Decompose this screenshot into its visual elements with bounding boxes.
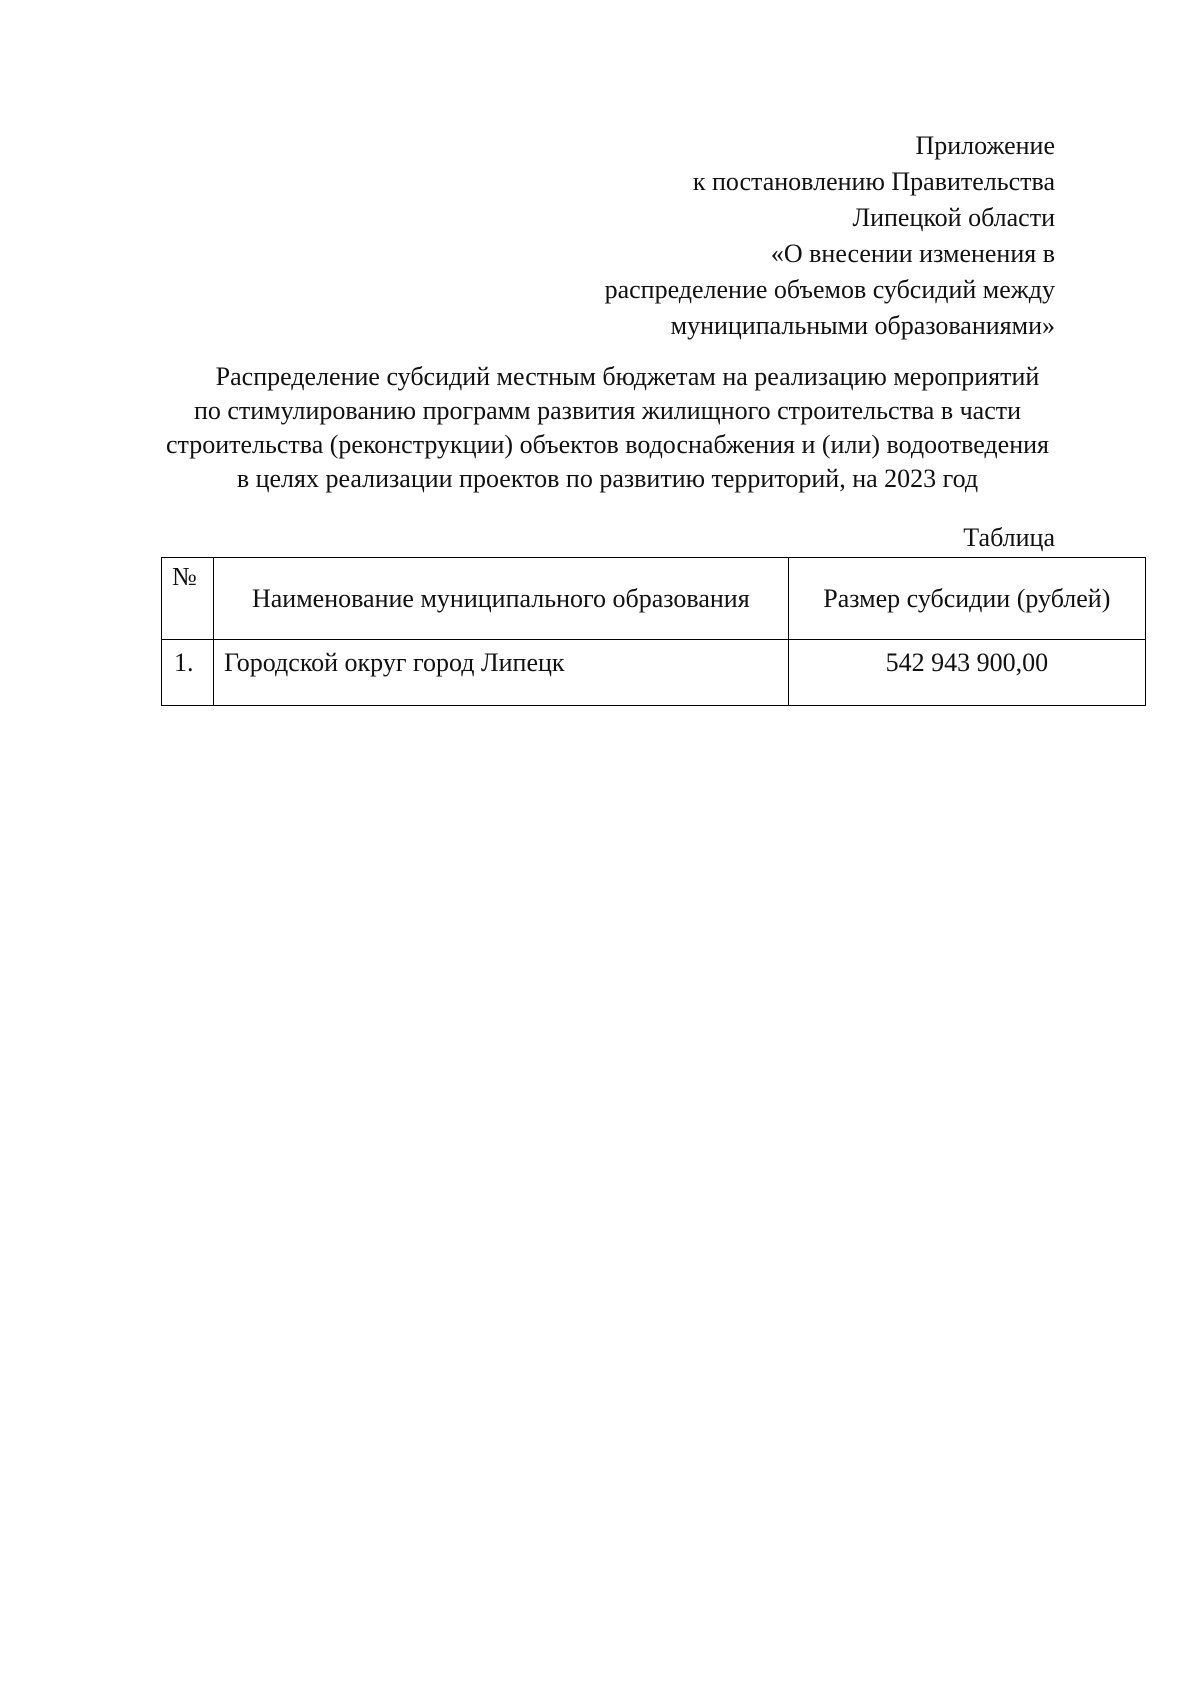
header-cell-subsidy-amount: Размер субсидии (рублей) (788, 558, 1145, 640)
table-row (162, 640, 1146, 706)
document-title-line: в целях реализации проектов по развитию территорий, на 2023 год (236, 464, 979, 493)
header-cell-number: № (162, 558, 214, 640)
table-caption: Таблица (963, 523, 1055, 552)
appendix-header (605, 128, 1055, 344)
header-cell-municipality: Наименование муниципального образования (214, 558, 789, 640)
appendix-header-line: муниципальными образованиями» (670, 311, 1055, 340)
appendix-header-line: распределение объемов субсидий между (604, 275, 1055, 304)
appendix-header-line: «О внесении изменения в (770, 239, 1055, 268)
document-title (150, 360, 1065, 496)
appendix-header-line: Приложение (915, 131, 1055, 160)
cell-number: 1. (162, 640, 214, 706)
document-title-line: строительства (реконструкции) объектов водоснабжения и (или) водоотведения (166, 430, 1049, 459)
cell-subsidy-amount: 542 943 900,00 (788, 640, 1145, 706)
document-title-line: по стимулированию программ развития жилищного строительства в части (193, 396, 1022, 425)
table-header-row (162, 558, 1146, 640)
appendix-header-line: к постановлению Правительства (692, 167, 1055, 196)
appendix-header-line: Липецкой области (852, 203, 1055, 232)
cell-municipality: Городской округ город Липецк (214, 640, 789, 706)
document-title-line: Распределение субсидий местным бюджетам на реализацию мероприятий (215, 362, 1040, 391)
subsidy-table (161, 557, 1146, 706)
